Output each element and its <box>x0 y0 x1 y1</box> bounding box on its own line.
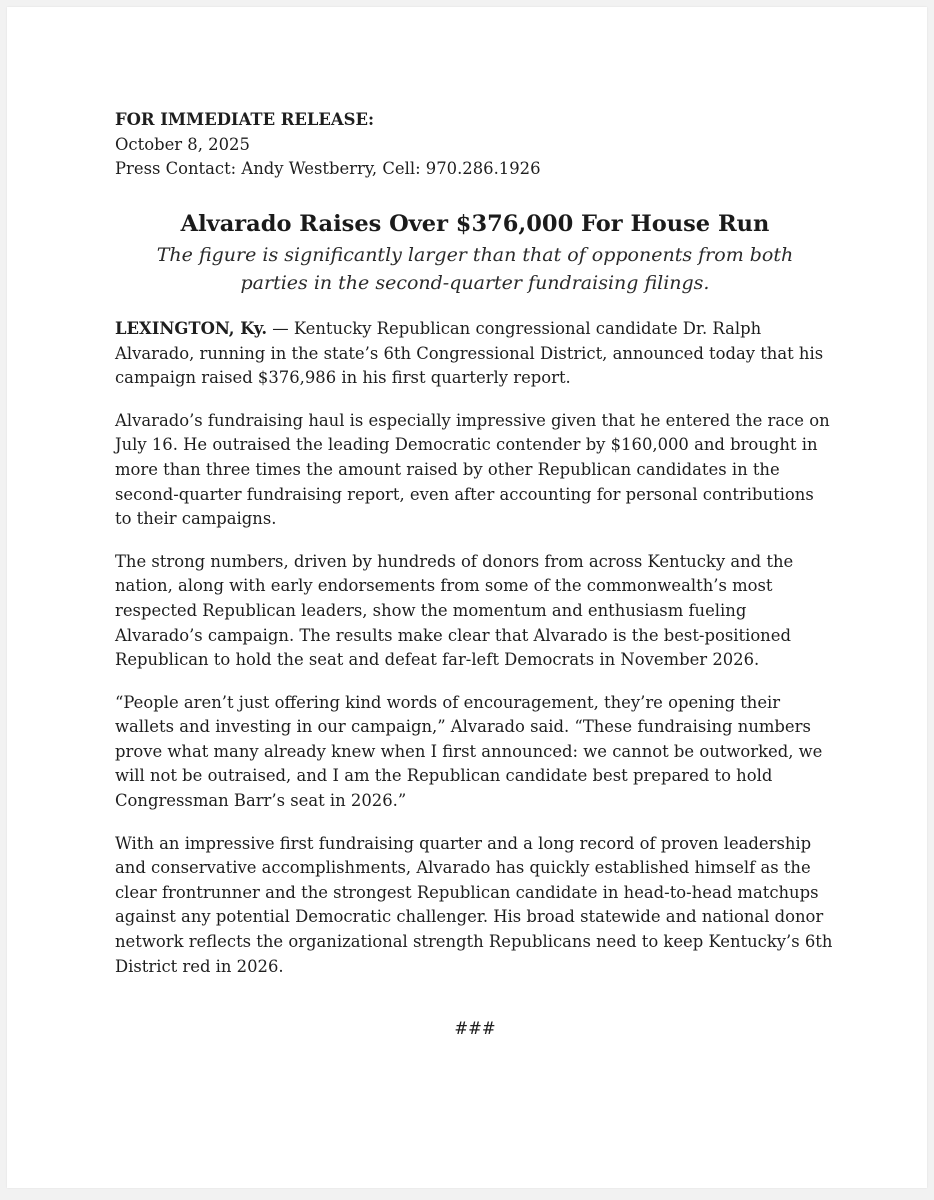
subheadline: The figure is significantly larger than that of opponents from both parties in the second-quarter fundraising filings. <box>156 243 794 295</box>
release-label: FOR IMMEDIATE RELEASE: <box>115 110 375 129</box>
body-paragraph-4: “People aren’t just offering kind words of encouragement, they’re opening their wallets and investing in our campaign,” Alvarado said. “These fundraising numbers prove what many already knew when I first announced: we cannot be outworked, we will not be outraised, and I am the Republican candidate best prepared to hold Congressman Barr’s seat in 2026.” <box>115 692 823 811</box>
end-mark: ### <box>454 1019 496 1039</box>
body-paragraph-3: The strong numbers, driven by hundreds of donors from across Kentucky and the nation, along with early endorsements from some of the commonwealth’s most respected Republican leaders, show the momentum and enthusiasm fueling Alvarado’s campaign. The results make clear that Alvarado is the best-positioned Republican to hold the seat and defeat far-left Democrats in November 2026. <box>115 551 794 670</box>
body-paragraph-2: Alvarado’s fundraising haul is especially impressive given that he entered the race on July 16. He outraised the leading Democratic contender by $160,000 and brought in more than three times the amount raised by other Republican candidates in the second-quarter fundraising report, even after accounting for personal contributions to their campaigns. <box>115 410 830 529</box>
paragraph-1-text: — Kentucky Republican congressional candidate Dr. Ralph Alvarado, running in the state’s 6th Congressional District, announced today that his campaign raised $376,986 in his first quarterly report. <box>115 318 824 388</box>
document-page <box>7 7 927 1188</box>
headline: Alvarado Raises Over $376,000 For House Run <box>180 210 770 237</box>
press-contact: Press Contact: Andy Westberry, Cell: 970.286.1926 <box>115 159 541 179</box>
body-paragraph-1 <box>115 317 835 391</box>
dateline: LEXINGTON, Ky. <box>115 318 268 338</box>
press-release <box>115 108 835 1042</box>
release-header <box>115 108 835 182</box>
body-paragraph-5: With an impressive first fundraising quarter and a long record of proven leadership and conservative accomplishments, Alvarado has quickly established himself as the clear frontrunner and the strongest Republican candidate in head-to-head matchups against any potential Democratic challenger. His broad statewide and national donor network reflects the organizational strength Republicans need to keep Kentucky’s 6th District red in 2026. <box>115 833 833 976</box>
release-date: October 8, 2025 <box>115 134 250 154</box>
